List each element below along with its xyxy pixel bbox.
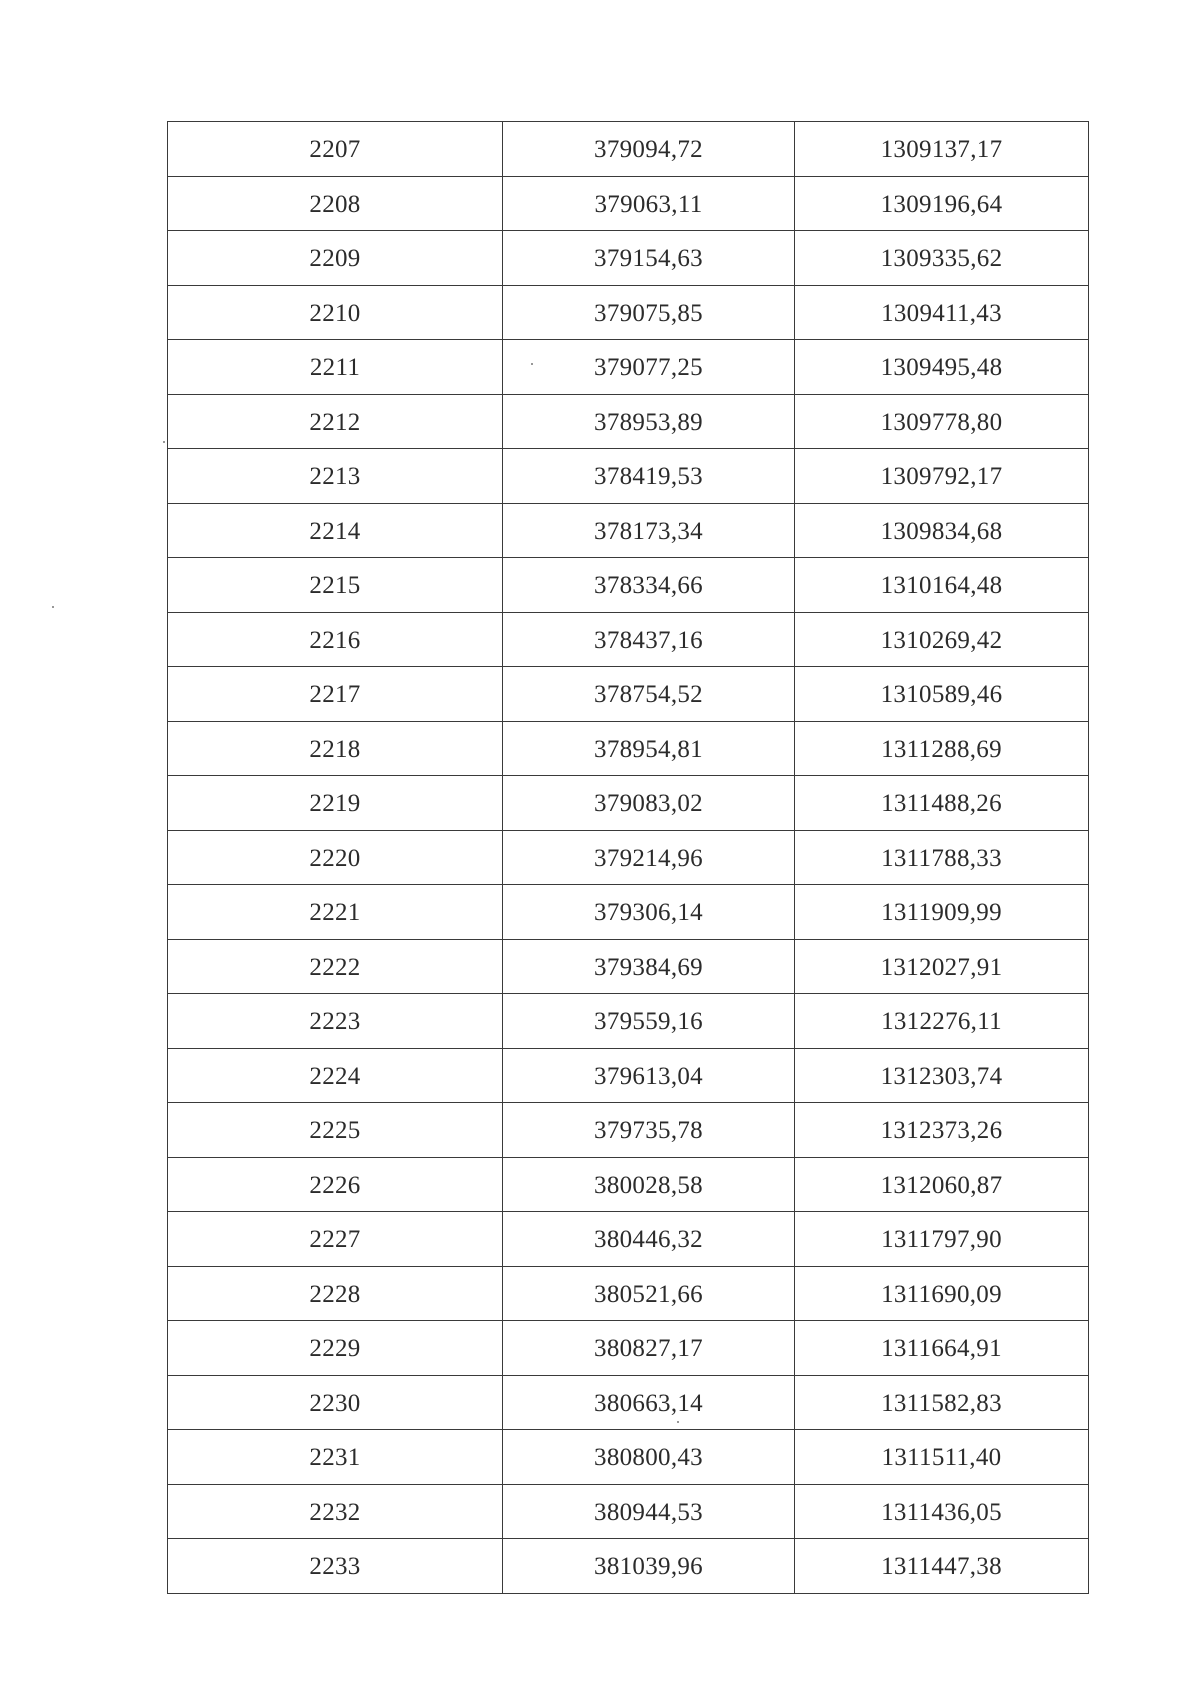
x-coordinate-cell: 379075,85 xyxy=(503,285,795,340)
y-coordinate-cell: 1311447,38 xyxy=(795,1539,1089,1594)
y-coordinate-cell: 1311582,83 xyxy=(795,1375,1089,1430)
table-row xyxy=(168,1321,1089,1376)
x-coordinate-cell: 379559,16 xyxy=(503,994,795,1049)
y-coordinate-cell: 1310164,48 xyxy=(795,558,1089,613)
table-row xyxy=(168,1430,1089,1485)
x-coordinate-cell: 378419,53 xyxy=(503,449,795,504)
y-coordinate-cell: 1310589,46 xyxy=(795,667,1089,722)
point-number-cell: 2230 xyxy=(168,1375,503,1430)
point-number-cell: 2217 xyxy=(168,667,503,722)
y-coordinate-cell: 1310269,42 xyxy=(795,612,1089,667)
y-coordinate-cell: 1312373,26 xyxy=(795,1103,1089,1158)
table-row xyxy=(168,285,1089,340)
x-coordinate-cell: 379735,78 xyxy=(503,1103,795,1158)
point-number-cell: 2228 xyxy=(168,1266,503,1321)
x-coordinate-cell: 379306,14 xyxy=(503,885,795,940)
y-coordinate-cell: 1309778,80 xyxy=(795,394,1089,449)
y-coordinate-cell: 1311288,69 xyxy=(795,721,1089,776)
point-number-cell: 2225 xyxy=(168,1103,503,1158)
x-coordinate-cell: 380944,53 xyxy=(503,1484,795,1539)
y-coordinate-cell: 1309137,17 xyxy=(795,122,1089,177)
y-coordinate-cell: 1312027,91 xyxy=(795,939,1089,994)
x-coordinate-cell: 378334,66 xyxy=(503,558,795,613)
point-number-cell: 2224 xyxy=(168,1048,503,1103)
point-number-cell: 2213 xyxy=(168,449,503,504)
point-number-cell: 2232 xyxy=(168,1484,503,1539)
point-number-cell: 2233 xyxy=(168,1539,503,1594)
x-coordinate-cell: 379094,72 xyxy=(503,122,795,177)
point-number-cell: 2212 xyxy=(168,394,503,449)
y-coordinate-cell: 1309411,43 xyxy=(795,285,1089,340)
point-number-cell: 2208 xyxy=(168,176,503,231)
x-coordinate-cell: 380446,32 xyxy=(503,1212,795,1267)
table-row xyxy=(168,1048,1089,1103)
table-row xyxy=(168,939,1089,994)
table-row xyxy=(168,176,1089,231)
y-coordinate-cell: 1309495,48 xyxy=(795,340,1089,395)
x-coordinate-cell: 379613,04 xyxy=(503,1048,795,1103)
scan-speck xyxy=(531,363,533,365)
point-number-cell: 2218 xyxy=(168,721,503,776)
table-row xyxy=(168,1484,1089,1539)
point-number-cell: 2222 xyxy=(168,939,503,994)
x-coordinate-cell: 381039,96 xyxy=(503,1539,795,1594)
x-coordinate-cell: 378954,81 xyxy=(503,721,795,776)
table-row xyxy=(168,394,1089,449)
point-number-cell: 2210 xyxy=(168,285,503,340)
table-row xyxy=(168,1266,1089,1321)
point-number-cell: 2229 xyxy=(168,1321,503,1376)
scan-speck xyxy=(677,1421,679,1423)
table-row xyxy=(168,1212,1089,1267)
y-coordinate-cell: 1311664,91 xyxy=(795,1321,1089,1376)
y-coordinate-cell: 1311909,99 xyxy=(795,885,1089,940)
y-coordinate-cell: 1309335,62 xyxy=(795,231,1089,286)
x-coordinate-cell: 380827,17 xyxy=(503,1321,795,1376)
point-number-cell: 2216 xyxy=(168,612,503,667)
table-row xyxy=(168,503,1089,558)
x-coordinate-cell: 378173,34 xyxy=(503,503,795,558)
table-row xyxy=(168,994,1089,1049)
y-coordinate-cell: 1311797,90 xyxy=(795,1212,1089,1267)
coordinates-table xyxy=(167,121,1089,1594)
y-coordinate-cell: 1312276,11 xyxy=(795,994,1089,1049)
x-coordinate-cell: 379077,25 xyxy=(503,340,795,395)
table-row xyxy=(168,340,1089,395)
x-coordinate-cell: 379154,63 xyxy=(503,231,795,286)
x-coordinate-cell: 378953,89 xyxy=(503,394,795,449)
table-row xyxy=(168,776,1089,831)
scan-speck xyxy=(163,441,165,443)
point-number-cell: 2226 xyxy=(168,1157,503,1212)
x-coordinate-cell: 380521,66 xyxy=(503,1266,795,1321)
point-number-cell: 2223 xyxy=(168,994,503,1049)
x-coordinate-cell: 378754,52 xyxy=(503,667,795,722)
point-number-cell: 2211 xyxy=(168,340,503,395)
y-coordinate-cell: 1309792,17 xyxy=(795,449,1089,504)
table-row xyxy=(168,231,1089,286)
table-row xyxy=(168,1539,1089,1594)
y-coordinate-cell: 1311690,09 xyxy=(795,1266,1089,1321)
table-row xyxy=(168,1375,1089,1430)
x-coordinate-cell: 379063,11 xyxy=(503,176,795,231)
table-row xyxy=(168,449,1089,504)
y-coordinate-cell: 1311436,05 xyxy=(795,1484,1089,1539)
table-body xyxy=(168,122,1089,1594)
x-coordinate-cell: 380800,43 xyxy=(503,1430,795,1485)
table-row xyxy=(168,1157,1089,1212)
x-coordinate-cell: 378437,16 xyxy=(503,612,795,667)
point-number-cell: 2215 xyxy=(168,558,503,613)
table-row xyxy=(168,122,1089,177)
table-row xyxy=(168,667,1089,722)
table-row xyxy=(168,558,1089,613)
y-coordinate-cell: 1311788,33 xyxy=(795,830,1089,885)
table-row xyxy=(168,721,1089,776)
y-coordinate-cell: 1312060,87 xyxy=(795,1157,1089,1212)
y-coordinate-cell: 1309196,64 xyxy=(795,176,1089,231)
point-number-cell: 2214 xyxy=(168,503,503,558)
y-coordinate-cell: 1309834,68 xyxy=(795,503,1089,558)
point-number-cell: 2219 xyxy=(168,776,503,831)
x-coordinate-cell: 380663,14 xyxy=(503,1375,795,1430)
y-coordinate-cell: 1311488,26 xyxy=(795,776,1089,831)
y-coordinate-cell: 1311511,40 xyxy=(795,1430,1089,1485)
y-coordinate-cell: 1312303,74 xyxy=(795,1048,1089,1103)
x-coordinate-cell: 379083,02 xyxy=(503,776,795,831)
table-row xyxy=(168,612,1089,667)
scan-speck xyxy=(52,606,54,608)
table-row xyxy=(168,885,1089,940)
point-number-cell: 2221 xyxy=(168,885,503,940)
table-row xyxy=(168,830,1089,885)
x-coordinate-cell: 379214,96 xyxy=(503,830,795,885)
point-number-cell: 2207 xyxy=(168,122,503,177)
point-number-cell: 2220 xyxy=(168,830,503,885)
point-number-cell: 2231 xyxy=(168,1430,503,1485)
point-number-cell: 2227 xyxy=(168,1212,503,1267)
point-number-cell: 2209 xyxy=(168,231,503,286)
table-row xyxy=(168,1103,1089,1158)
x-coordinate-cell: 380028,58 xyxy=(503,1157,795,1212)
x-coordinate-cell: 379384,69 xyxy=(503,939,795,994)
